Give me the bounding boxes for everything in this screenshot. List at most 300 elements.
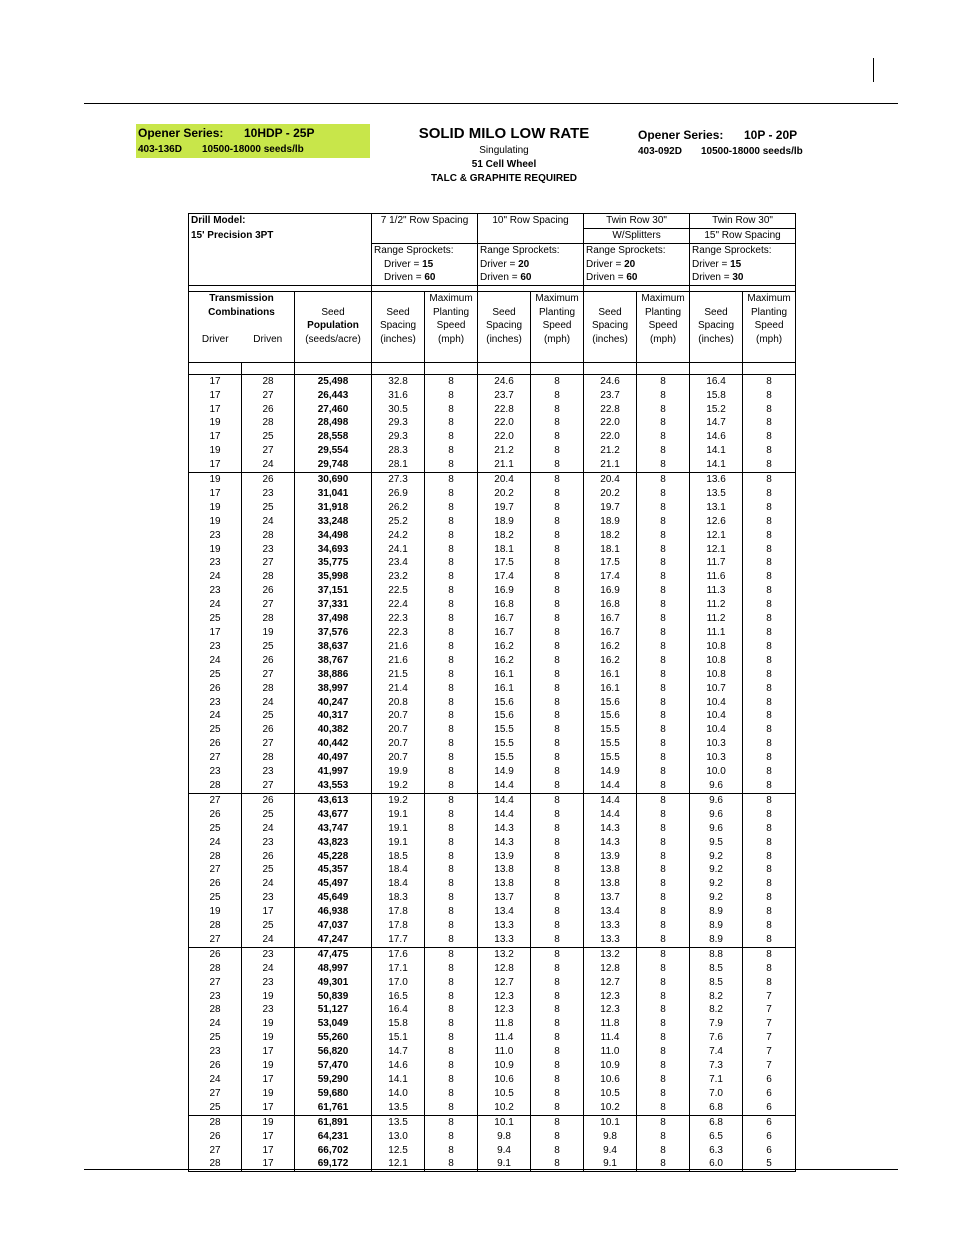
- table-cell: 6.8: [690, 1115, 743, 1129]
- table-cell: 23: [189, 584, 242, 598]
- table-row: [189, 1130, 796, 1144]
- table-cell: 28: [242, 682, 295, 696]
- table-cell: 8: [425, 389, 478, 403]
- table-cell: 11.7: [690, 556, 743, 570]
- table-cell: 27.3: [372, 473, 425, 487]
- table-cell: 8: [425, 1101, 478, 1115]
- table-body: [189, 374, 796, 1172]
- table-cell: 8: [425, 515, 478, 529]
- table-cell: 11.8: [584, 1017, 637, 1031]
- population-cell: 40,247: [295, 696, 372, 710]
- table-cell: 11.2: [690, 612, 743, 626]
- table-cell: 8: [531, 640, 584, 654]
- table-cell: 11.4: [584, 1031, 637, 1045]
- table-cell: 19.7: [478, 501, 531, 515]
- table-cell: 18.2: [478, 529, 531, 543]
- spacing-sub-2: [478, 229, 584, 244]
- table-cell: 19: [242, 1031, 295, 1045]
- table-cell: 16.2: [584, 654, 637, 668]
- right-opener-seeds-line: [638, 146, 803, 157]
- table-row: [189, 905, 796, 919]
- table-cell: 8: [531, 905, 584, 919]
- table-cell: 17: [242, 1101, 295, 1115]
- table-cell: 8: [425, 682, 478, 696]
- table-cell: 16.1: [478, 682, 531, 696]
- table-cell: 21.1: [478, 458, 531, 472]
- table-cell: 26: [242, 403, 295, 417]
- right-opener-part: 403-092D: [638, 146, 682, 157]
- table-cell: 17: [189, 374, 242, 388]
- table-cell: 9.5: [690, 836, 743, 850]
- left-opener-part: 403-136D: [138, 144, 182, 155]
- table-cell: 23: [189, 990, 242, 1004]
- spacing-label: Spacing: [591, 320, 629, 332]
- table-cell: 8: [743, 654, 796, 668]
- table-cell: 17.1: [372, 962, 425, 976]
- table-cell: 13.5: [690, 487, 743, 501]
- table-cell: 29.3: [372, 416, 425, 430]
- table-cell: 8: [425, 1017, 478, 1031]
- population-cell: 46,938: [295, 905, 372, 919]
- left-opener-series: 10HDP - 25P: [244, 126, 315, 140]
- drill-model-label: Drill Model:: [189, 214, 372, 229]
- population-cell: 43,747: [295, 822, 372, 836]
- population-cell: 47,475: [295, 947, 372, 961]
- table-cell: 8: [637, 947, 690, 961]
- table-row: [189, 1101, 796, 1115]
- table-row: [189, 529, 796, 543]
- table-cell: 19: [189, 416, 242, 430]
- table-cell: 23: [242, 836, 295, 850]
- table-cell: 25: [242, 430, 295, 444]
- table-cell: 28: [242, 570, 295, 584]
- table-cell: 8: [637, 682, 690, 696]
- table-row: [189, 487, 796, 501]
- table-cell: 8: [743, 598, 796, 612]
- table-row: [189, 389, 796, 403]
- table-cell: 8: [425, 1087, 478, 1101]
- mph-label: (mph): [755, 334, 783, 346]
- table-cell: 9.6: [690, 822, 743, 836]
- table-cell: 15.8: [690, 389, 743, 403]
- subtitle-talc: TALC & GRAPHITE REQUIRED: [431, 173, 577, 184]
- population-cell: 64,231: [295, 1130, 372, 1144]
- table-cell: 12.3: [478, 1003, 531, 1017]
- inches-label: (inches): [592, 334, 628, 346]
- spacing-label: Spacing: [697, 320, 735, 332]
- table-cell: 8: [743, 696, 796, 710]
- table-cell: 8: [531, 458, 584, 472]
- table-cell: 8: [637, 458, 690, 472]
- table-cell: 8: [637, 374, 690, 388]
- population-cell: 35,775: [295, 556, 372, 570]
- population-cell: 38,767: [295, 654, 372, 668]
- table-cell: 26: [189, 737, 242, 751]
- table-cell: 15.5: [584, 751, 637, 765]
- table-cell: 12.7: [478, 976, 531, 990]
- spacing-sub-4: 15" Row Spacing: [690, 229, 796, 244]
- table-row: [189, 682, 796, 696]
- population-cell: 45,228: [295, 850, 372, 864]
- table-cell: 8: [637, 584, 690, 598]
- driver-sprocket: [374, 258, 477, 272]
- driver-value: 20: [624, 258, 636, 270]
- table-cell: 6: [743, 1144, 796, 1158]
- table-cell: 8: [425, 751, 478, 765]
- table-cell: 17: [242, 1157, 295, 1171]
- maximum-label: Maximum: [747, 293, 791, 304]
- table-cell: 24.2: [372, 529, 425, 543]
- table-cell: 11.8: [478, 1017, 531, 1031]
- table-cell: 26: [242, 793, 295, 807]
- table-cell: 17.4: [478, 570, 531, 584]
- right-opener-series: 10P - 20P: [744, 128, 798, 142]
- table-cell: 8: [425, 640, 478, 654]
- population-cell: 43,553: [295, 779, 372, 793]
- table-cell: 8: [425, 891, 478, 905]
- table-cell: 16.1: [478, 668, 531, 682]
- population-cell: 33,248: [295, 515, 372, 529]
- table-cell: 12.3: [478, 990, 531, 1004]
- table-cell: 8: [425, 836, 478, 850]
- table-cell: 28: [189, 1003, 242, 1017]
- table-cell: 13.1: [690, 501, 743, 515]
- table-cell: 23: [242, 487, 295, 501]
- table-cell: 19: [242, 1087, 295, 1101]
- table-cell: 8: [425, 458, 478, 472]
- table-cell: 8: [743, 877, 796, 891]
- table-cell: 26.2: [372, 501, 425, 515]
- table-cell: 13.0: [372, 1130, 425, 1144]
- table-cell: 14.4: [478, 779, 531, 793]
- range-label: Range Sprockets:: [374, 245, 454, 256]
- table-cell: 8: [637, 976, 690, 990]
- table-cell: 14.4: [584, 779, 637, 793]
- table-cell: 19: [189, 515, 242, 529]
- table-cell: 8: [637, 543, 690, 557]
- table-cell: 7: [743, 1031, 796, 1045]
- table-cell: 8: [637, 1144, 690, 1158]
- table-cell: 6: [743, 1073, 796, 1087]
- table-cell: 13.4: [478, 905, 531, 919]
- driver-value: 20: [518, 258, 530, 270]
- subtitle-singulating: Singulating: [479, 145, 529, 156]
- table-cell: 25: [189, 822, 242, 836]
- table-row: [189, 515, 796, 529]
- table-cell: 8: [743, 905, 796, 919]
- table-cell: 8: [743, 976, 796, 990]
- table-cell: 14.1: [372, 1073, 425, 1087]
- table-cell: 28: [242, 612, 295, 626]
- table-cell: 8: [531, 682, 584, 696]
- table-cell: 26: [189, 1059, 242, 1073]
- table-cell: 8: [425, 1045, 478, 1059]
- table-cell: 24: [189, 570, 242, 584]
- driver-value: 15: [730, 258, 742, 270]
- table-cell: 22.3: [372, 612, 425, 626]
- table-cell: 9.6: [690, 793, 743, 807]
- table-cell: 9.4: [584, 1144, 637, 1158]
- population-cell: 29,554: [295, 444, 372, 458]
- table-cell: 8: [425, 696, 478, 710]
- table-cell: 26: [189, 877, 242, 891]
- population-cell: 38,997: [295, 682, 372, 696]
- table-cell: 13.2: [478, 947, 531, 961]
- table-cell: 10.2: [478, 1101, 531, 1115]
- table-row: [189, 723, 796, 737]
- table-cell: 15.5: [584, 737, 637, 751]
- max-speed-header: [531, 292, 584, 363]
- table-cell: 8.9: [690, 905, 743, 919]
- table-cell: 26: [242, 723, 295, 737]
- table-cell: 24.6: [584, 374, 637, 388]
- sprockets-2: [478, 244, 584, 286]
- table-cell: 8: [531, 919, 584, 933]
- table-cell: 12.1: [372, 1157, 425, 1171]
- table-cell: 8: [637, 1130, 690, 1144]
- population-cell: 61,761: [295, 1101, 372, 1115]
- table-cell: 23: [189, 529, 242, 543]
- table-cell: 8: [531, 877, 584, 891]
- table-cell: 16.7: [584, 612, 637, 626]
- spacing-header-4: Twin Row 30": [690, 214, 796, 229]
- table-cell: 8: [743, 836, 796, 850]
- table-cell: 23.7: [478, 389, 531, 403]
- table-cell: 15.6: [478, 696, 531, 710]
- table-cell: 19.1: [372, 808, 425, 822]
- table-cell: 8: [425, 850, 478, 864]
- table-cell: 22.0: [478, 416, 531, 430]
- table-cell: 15.6: [478, 709, 531, 723]
- table-cell: 19: [242, 626, 295, 640]
- table-cell: 19: [189, 501, 242, 515]
- table-cell: 28: [242, 751, 295, 765]
- transmission-label: Transmission: [209, 293, 274, 304]
- table-cell: 8: [743, 444, 796, 458]
- population-cell: 27,460: [295, 403, 372, 417]
- table-cell: 14.6: [690, 430, 743, 444]
- driven-sprocket: [586, 271, 689, 285]
- combinations-label: Combinations: [208, 306, 275, 318]
- table-cell: 26: [189, 808, 242, 822]
- table-cell: 8: [425, 793, 478, 807]
- table-cell: 19.9: [372, 765, 425, 779]
- table-cell: 12.5: [372, 1144, 425, 1158]
- population-cell: 45,649: [295, 891, 372, 905]
- planting-label: Planting: [644, 306, 682, 318]
- table-cell: 8: [531, 1017, 584, 1031]
- table-cell: 13.8: [584, 863, 637, 877]
- table-cell: 16.2: [584, 640, 637, 654]
- table-cell: 10.5: [478, 1087, 531, 1101]
- table-cell: 13.2: [584, 947, 637, 961]
- table-cell: 26: [242, 850, 295, 864]
- table-cell: 8: [743, 668, 796, 682]
- table-row: [189, 584, 796, 598]
- table-cell: 8: [531, 891, 584, 905]
- table-cell: 13.9: [478, 850, 531, 864]
- left-opener-series-line: [138, 126, 314, 140]
- table-cell: 12.3: [584, 990, 637, 1004]
- table-cell: 8: [531, 501, 584, 515]
- table-cell: 25: [242, 919, 295, 933]
- speed-label: Speed: [542, 320, 572, 332]
- table-cell: 10.4: [690, 723, 743, 737]
- table-cell: 8: [531, 444, 584, 458]
- table-cell: 8.9: [690, 933, 743, 947]
- table-cell: 28: [189, 919, 242, 933]
- seed-label: Seed: [704, 306, 728, 318]
- table-cell: 8: [531, 1130, 584, 1144]
- table-cell: 21.5: [372, 668, 425, 682]
- table-cell: 25: [242, 709, 295, 723]
- driver-sprocket: [586, 258, 689, 272]
- table-cell: 8: [531, 976, 584, 990]
- table-cell: 8: [425, 1031, 478, 1045]
- table-cell: 8: [637, 751, 690, 765]
- table-row: [189, 696, 796, 710]
- table-cell: 13.7: [478, 891, 531, 905]
- table-cell: 27: [242, 668, 295, 682]
- table-cell: 25: [242, 501, 295, 515]
- table-cell: 14.6: [372, 1059, 425, 1073]
- table-cell: 24: [242, 962, 295, 976]
- table-cell: 8: [531, 598, 584, 612]
- table-row: [189, 458, 796, 472]
- table-cell: 8: [425, 556, 478, 570]
- table-cell: 17.6: [372, 947, 425, 961]
- table-cell: 23: [189, 765, 242, 779]
- table-cell: 25: [189, 1031, 242, 1045]
- table-cell: 19: [242, 990, 295, 1004]
- table-cell: 8: [531, 389, 584, 403]
- table-cell: 8: [425, 863, 478, 877]
- table-row: [189, 779, 796, 793]
- table-cell: 26: [242, 654, 295, 668]
- population-cell: 59,290: [295, 1073, 372, 1087]
- table-cell: 23.2: [372, 570, 425, 584]
- table-cell: 15.8: [372, 1017, 425, 1031]
- table-cell: 10.5: [584, 1087, 637, 1101]
- table-cell: 8: [531, 430, 584, 444]
- table-cell: 26: [189, 1130, 242, 1144]
- table-cell: 20.2: [584, 487, 637, 501]
- population-cell: 49,301: [295, 976, 372, 990]
- table-cell: 10.9: [584, 1059, 637, 1073]
- driver-driven-labels: [189, 333, 294, 347]
- table-row: [189, 1073, 796, 1087]
- table-cell: 10.7: [690, 682, 743, 696]
- table-cell: 16.1: [584, 668, 637, 682]
- table-cell: 14.4: [478, 793, 531, 807]
- table-cell: 7.1: [690, 1073, 743, 1087]
- table-cell: 16.8: [478, 598, 531, 612]
- table-cell: 8: [637, 709, 690, 723]
- table-cell: 19: [242, 1017, 295, 1031]
- table-cell: 24: [242, 515, 295, 529]
- table-cell: 8: [425, 723, 478, 737]
- table-cell: 11.2: [690, 598, 743, 612]
- table-cell: 16.4: [372, 1003, 425, 1017]
- max-speed-header: [743, 292, 796, 363]
- table-cell: 8: [743, 374, 796, 388]
- table-cell: 8: [743, 640, 796, 654]
- driven-col-label: Driven: [253, 334, 283, 346]
- table-cell: 17.8: [372, 919, 425, 933]
- population-cell: 61,891: [295, 1115, 372, 1129]
- population-cell: 43,613: [295, 793, 372, 807]
- table-row: [189, 1087, 796, 1101]
- page-title: SOLID MILO LOW RATE: [418, 125, 590, 142]
- range-label: Range Sprockets:: [480, 245, 560, 256]
- table-cell: 8: [531, 487, 584, 501]
- table-row: [189, 976, 796, 990]
- table-cell: 8: [743, 612, 796, 626]
- table-cell: 8: [425, 1073, 478, 1087]
- table-cell: 8: [637, 696, 690, 710]
- table-cell: 8: [743, 919, 796, 933]
- table-cell: 8: [743, 962, 796, 976]
- table-cell: 22.8: [478, 403, 531, 417]
- driven-label: Driven =: [384, 272, 422, 283]
- table-cell: 8: [637, 850, 690, 864]
- table-cell: 9.8: [478, 1130, 531, 1144]
- table-cell: 8.5: [690, 976, 743, 990]
- table-cell: 8: [743, 682, 796, 696]
- table-cell: 27: [242, 389, 295, 403]
- table-cell: 13.5: [372, 1115, 425, 1129]
- table-cell: 8: [743, 751, 796, 765]
- driver-label: Driver =: [692, 258, 728, 270]
- table-cell: 8: [531, 793, 584, 807]
- table-cell: 8: [531, 1115, 584, 1129]
- table-cell: 18.4: [372, 877, 425, 891]
- planting-label: Planting: [432, 306, 470, 318]
- table-cell: 19: [242, 1059, 295, 1073]
- table-cell: 7.6: [690, 1031, 743, 1045]
- table-cell: 8: [425, 416, 478, 430]
- table-cell: 8: [425, 543, 478, 557]
- table-cell: 16.2: [478, 640, 531, 654]
- table-row: [189, 543, 796, 557]
- table-cell: 8: [637, 808, 690, 822]
- right-opener-box: [638, 126, 818, 160]
- right-opener-label: Opener Series:: [638, 128, 724, 142]
- table-cell: 8.8: [690, 947, 743, 961]
- table-cell: 21.2: [584, 444, 637, 458]
- table-cell: 20.7: [372, 723, 425, 737]
- table-cell: 17: [242, 1130, 295, 1144]
- table-cell: 13.7: [584, 891, 637, 905]
- table-cell: 16.4: [690, 374, 743, 388]
- left-opener-label: Opener Series:: [138, 126, 224, 140]
- table-cell: 8: [531, 808, 584, 822]
- table-row: [189, 709, 796, 723]
- planting-label: Planting: [750, 306, 788, 318]
- population-cell: 51,127: [295, 1003, 372, 1017]
- population-cell: 37,576: [295, 626, 372, 640]
- table-cell: 22.8: [584, 403, 637, 417]
- table-cell: 27: [189, 1087, 242, 1101]
- table-cell: 24: [189, 836, 242, 850]
- table-cell: 8: [637, 990, 690, 1004]
- table-cell: 14.3: [478, 822, 531, 836]
- table-cell: 8: [637, 1115, 690, 1129]
- table-cell: 23: [189, 556, 242, 570]
- table-row: [189, 640, 796, 654]
- table-cell: 24: [189, 598, 242, 612]
- table-row: [189, 850, 796, 864]
